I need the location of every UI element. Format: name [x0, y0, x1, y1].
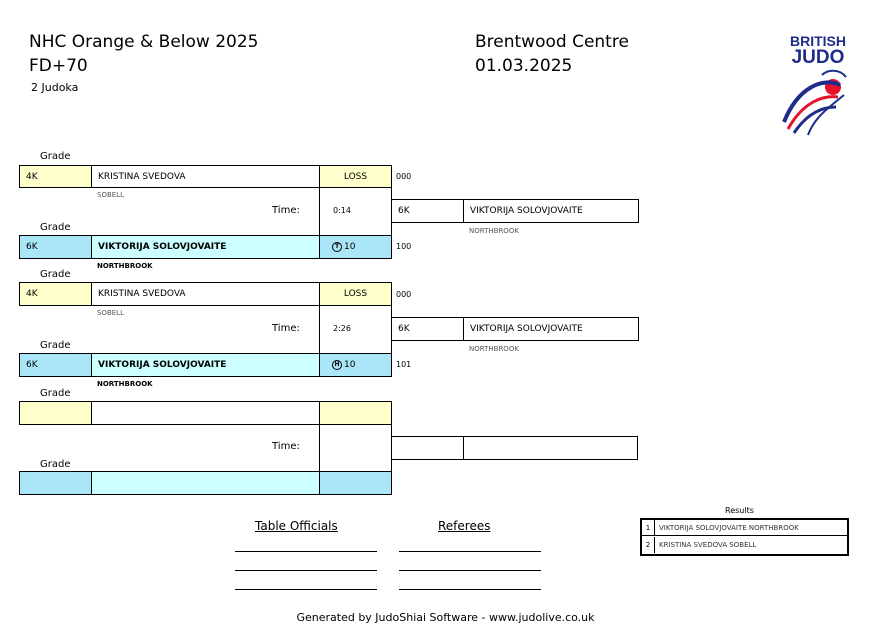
blue-name: VIKTORIJA SOLOVJOVAITE [91, 235, 320, 259]
white-score: 000 [396, 172, 412, 181]
bracket-divider [319, 306, 320, 353]
tournament-name: NHC Orange & Below 2025 [29, 32, 259, 52]
judoka-count: 2 Judoka [31, 81, 79, 94]
results-row [642, 520, 847, 536]
blue-result-empty [319, 471, 392, 495]
time-label: Time: [272, 323, 300, 334]
blue-name: VIKTORIJA SOLOVJOVAITE [91, 353, 320, 377]
result-entry: VIKTORIJA SOLOVJOVAITE NORTHBROOK [659, 523, 799, 532]
grade-label: Grade [40, 459, 71, 470]
blue-score: 100 [396, 242, 412, 251]
grade-label: Grade [40, 151, 71, 162]
blue-score: 101 [396, 360, 412, 369]
winner-name: VIKTORIJA SOLOVJOVAITE [463, 199, 639, 223]
blue-result [319, 235, 392, 259]
grade-label: Grade [40, 388, 71, 399]
winner-club: NORTHBROOK [469, 227, 519, 235]
result-rank: 2 [642, 537, 655, 553]
winner-name: VIKTORIJA SOLOVJOVAITE [463, 317, 639, 341]
grade-label: Grade [40, 222, 71, 233]
grade-label: Grade [40, 340, 71, 351]
results-title: Results [725, 506, 754, 515]
white-result-empty [319, 401, 392, 425]
signature-line [399, 589, 541, 590]
referees-heading: Referees [438, 519, 491, 533]
blue-grade: 6K [19, 353, 92, 377]
match-time: 0:14 [333, 206, 351, 215]
white-grade: 4K [19, 282, 92, 306]
logo-text-british: BRITISH [790, 33, 846, 49]
blue-club: NORTHBROOK [97, 262, 153, 270]
blue-grade-empty [19, 471, 92, 495]
white-score: 000 [396, 290, 412, 299]
result-rank: 1 [642, 520, 655, 535]
judoka-emblem-icon [778, 67, 858, 137]
blue-grade: 6K [19, 235, 92, 259]
results-table [640, 518, 849, 556]
logo-text-judo: JUDO [791, 47, 845, 68]
signature-line [399, 551, 541, 552]
white-name: KRISTINA SVEDOVA [91, 165, 320, 188]
signature-line [235, 570, 377, 571]
winner-name-empty [463, 436, 638, 460]
winner-grade: 6K [391, 199, 464, 223]
result-mark: H [332, 360, 342, 370]
match-time: 2:26 [333, 324, 351, 333]
winner-grade: 6K [391, 317, 464, 341]
winner-grade-empty [391, 436, 464, 460]
table-officials-heading: Table Officials [255, 519, 338, 533]
white-grade: 4K [19, 165, 92, 188]
blue-result-value: 10 [344, 242, 356, 252]
signature-line [235, 551, 377, 552]
grade-label: Grade [40, 269, 71, 280]
time-label: Time: [272, 441, 300, 452]
event-date: 01.03.2025 [475, 56, 573, 76]
white-name-empty [91, 401, 320, 425]
results-row [642, 537, 847, 553]
footer-credit: Generated by JudoShiai Software - www.judolive.co.uk [296, 611, 595, 624]
result-entry: KRISTINA SVEDOVA SOBELL [659, 541, 757, 549]
blue-club: NORTHBROOK [97, 380, 153, 388]
blue-result-value: 10 [344, 360, 356, 370]
british-judo-logo [778, 34, 858, 142]
blue-name-empty [91, 471, 320, 495]
blue-result [319, 353, 392, 377]
white-grade-empty [19, 401, 92, 425]
bracket-divider [319, 188, 320, 236]
signature-line [235, 589, 377, 590]
white-club: SOBELL [97, 191, 124, 199]
white-result: LOSS [319, 165, 392, 188]
white-result: LOSS [319, 282, 392, 306]
weight-category: FD+70 [29, 56, 88, 76]
signature-line [399, 570, 541, 571]
time-label: Time: [272, 205, 300, 216]
winner-club: NORTHBROOK [469, 345, 519, 353]
white-club: SOBELL [97, 309, 124, 317]
result-mark: T [332, 242, 342, 252]
bracket-divider [319, 425, 320, 472]
white-name: KRISTINA SVEDOVA [91, 282, 320, 306]
venue: Brentwood Centre [475, 32, 629, 52]
